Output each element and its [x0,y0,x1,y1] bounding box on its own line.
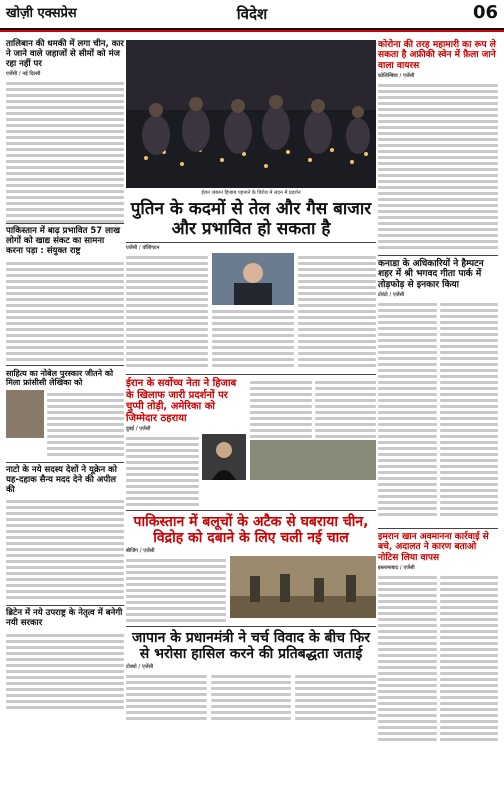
headline-japan: जापान के प्रधानमंत्री ने चर्च विवाद के बीच फिर से भरोसा हासिल करने की प्रतिबद्धता जताई [131,630,370,663]
center-column [126,40,376,726]
article-body [295,672,376,726]
article-body [126,253,208,371]
headline-canada: कनाडा के अधिकारियों ने हैम्पटन शहर में श्री भगवद गीता पार्क में तोड़फोड़ से इनकार किया [378,259,484,290]
byline: दुबई / एजेंसी [126,426,151,433]
divider [126,374,376,375]
headline-nobel: साहित्य का नोबेल पुरस्कार जीतने को मिला फ्रांसीसी लेखिका को [6,368,114,387]
article-body [126,434,199,506]
headline-pakistan-china: पाकिस्तान में बलूचों के अटैक से घबराया चीन, विद्रोह को दबाने के लिए चली नई चाल [133,514,369,547]
article-body [378,79,498,255]
headline-imran-khan: इमरान खान अवमानना कार्रवाई से बचे, अदालत ने कारण बताओ नोटिस लिया वापस [378,532,489,563]
divider [6,462,124,463]
article-body [6,257,124,365]
article-body [378,571,437,751]
divider [378,255,498,256]
soldiers-image [230,556,376,618]
headline-nato: नाटो के नये सदस्य देशों ने यूक्रेन को यह-दहाक सैन्य मदद देने की अपील की [6,464,117,495]
divider [126,510,376,511]
iran-photo [202,434,246,480]
article-body [6,77,124,223]
putin-photo [212,253,294,305]
divider [378,528,498,529]
protest-photo [126,40,376,188]
right-column [378,40,498,792]
balochistan-photo [230,556,376,618]
section-title: विदेश [236,5,268,23]
header-rule [0,30,504,32]
protester-image [202,434,246,480]
article-body [378,298,437,528]
portrait-image [212,253,294,305]
article-body [440,571,499,751]
headline-britain: ब्रिटेन में नये उपराष्ट्र के नेतृत्व में बनेगी नयी सरकार [6,608,123,629]
article-body [211,672,292,726]
article-body [6,629,124,719]
crowd-photo [250,440,376,480]
left-column [6,40,124,792]
divider [6,365,124,366]
headline-iran: ईरान के सर्वोच्च नेता ने हिजाब के खिलाफ जारी प्रदर्शनों पर चुप्पी तोड़ी, अमेरिका को जिम्मेदार ठहराया [126,378,237,424]
candlelight-vigil-image [126,40,376,188]
article-body [212,305,294,369]
portrait-photo [6,390,44,438]
byline: कोलिम्बिया / एजेंसी [378,73,415,80]
article-body [126,556,226,622]
lead-headline: पुतिन के कदमों से तेल और गैस बाजार और प्रभावित हो सकता है [130,199,372,239]
byline: एजेंसी / नई दिल्ली [6,71,41,78]
article-body [6,495,124,605]
headline-pakistan-flood: पाकिस्तान में बाढ़ प्रभावित 57 लाख लोगों को खाद्य संकट का सामना करना पड़ा : संयुक्त राष्ट्र [6,226,121,256]
divider [6,605,124,606]
byline: इस्लामाबाद / एजेंसी [378,565,415,572]
page-number: 06 [472,2,498,23]
headline-virus: कोरोना की तरह महामारी का रूप ले सकता है अफ्रीकी स्वेन में फ़ैला जाने वाला वायरस [378,40,496,71]
headline-taliban: तालिबान की धमकी में लगा चीन, कार ने जाने वाले जहाजों से सीमों को मंज रहा नहीं पर [6,39,124,69]
article-body [47,390,124,460]
byline: टोक्यो / एजेंसी [126,664,154,671]
article-body [126,672,207,726]
brand-logo: खोज़ी एक्सप्रेस [6,6,77,21]
divider [126,242,376,243]
article-body [315,378,377,438]
byline: टोरंटो / एजेंसी [378,292,405,299]
article-body [440,298,499,528]
photo-caption: ईरान जबरन हिजाब पहनाने के विरोध में लंदन में प्रदर्शन [201,190,301,196]
article-body [250,378,312,438]
divider [126,626,376,627]
article-body [298,253,376,371]
byline: बीजिंग / एजेंसी [126,548,155,555]
byline: एजेंसी / वॉशिंगटन [126,245,160,252]
